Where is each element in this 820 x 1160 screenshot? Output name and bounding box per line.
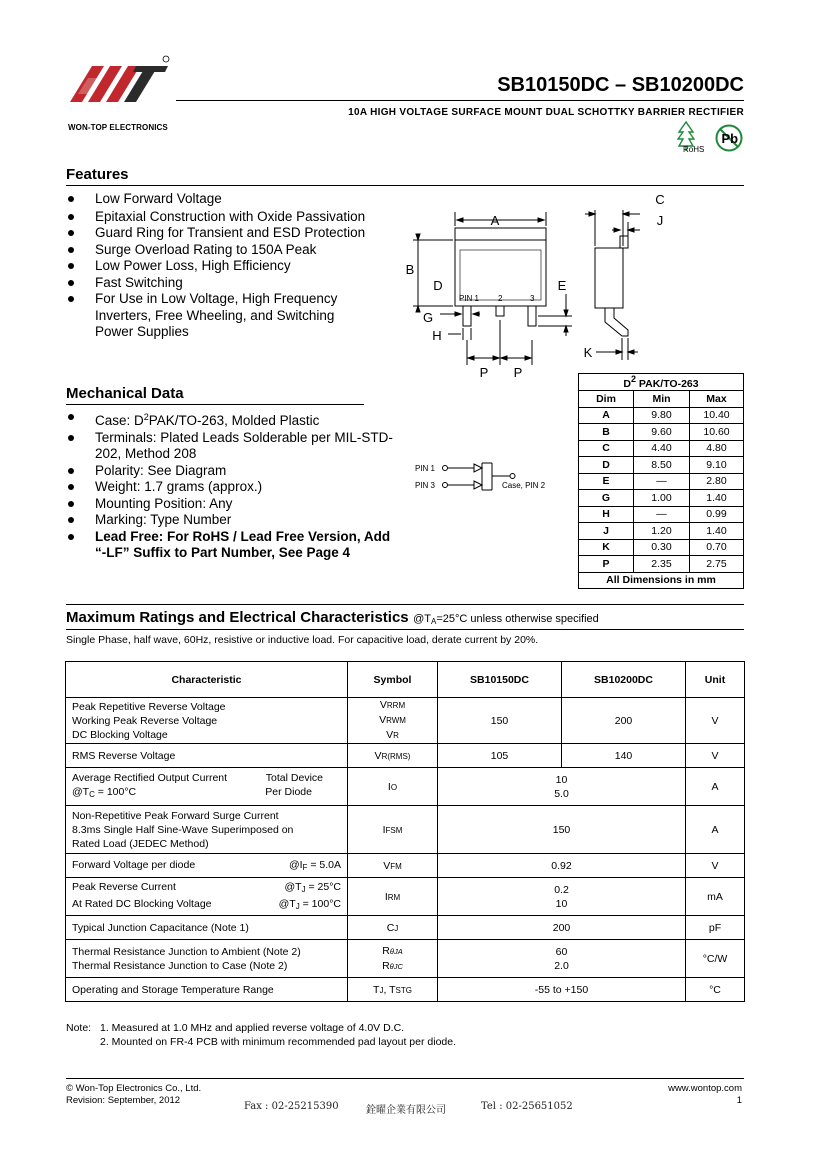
notes-label: Note:	[66, 1022, 92, 1034]
pb-label: Pb	[721, 131, 739, 146]
dim-label-e: E	[557, 278, 567, 293]
features-rule	[66, 185, 744, 186]
lead-free-note: Lead Free: For RoHS / Lead Free Version, Add “-LF” Suffix to Part Number, See Page 4	[66, 529, 401, 562]
col-header: Unit	[686, 662, 745, 698]
dim-label-d: D	[433, 278, 443, 293]
note-2: 2. Mounted on FR-4 PCB with minimum recommended pad layout per diode.	[100, 1036, 457, 1048]
dim-label-c: C	[655, 192, 665, 207]
table-row: Typical Junction Capacitance (Note 1) CJ 200 pF	[66, 916, 745, 940]
dim-label-b: B	[405, 262, 415, 277]
table-row: Average Rectified Output Current Total Device $@T_C = 100^\circ C$ Per Diode IO 10 5.0 A	[66, 768, 745, 806]
ratings-top-rule	[66, 604, 744, 605]
feature-item: Low Forward Voltage	[66, 191, 376, 208]
mechanical-list	[66, 409, 401, 562]
footer-tel: Tel : 02-25651052	[481, 1101, 573, 1112]
feature-item: Surge Overload Rating to 150A Peak	[66, 242, 376, 259]
dim-header: Max	[690, 391, 744, 408]
footer-revision: Revision: September, 2012	[66, 1095, 181, 1106]
rohs-label: RoHS	[683, 145, 705, 154]
mechanical-title: Mechanical Data	[66, 385, 184, 402]
table-row: B 9.60 10.60	[579, 424, 744, 441]
ratings-rule	[66, 629, 744, 630]
footer-company-cn: 銓曜企業有限公司	[366, 1105, 446, 1116]
rohs-icon	[676, 120, 708, 154]
dim-label-a: A	[490, 213, 500, 228]
dim-label-p1: P	[479, 365, 489, 380]
mechanical-item: Polarity: See Diagram	[66, 463, 401, 480]
ratings-heading	[66, 609, 599, 627]
schematic-pin3: PIN 3	[415, 481, 436, 490]
table-row: Thermal Resistance Junction to Ambient (Note 2) Thermal Resistance Junction to Case (Note 2) RθJA RθJC 60 2.0 °C/W	[66, 940, 745, 978]
pin2-label: 2	[498, 294, 503, 303]
ratings-table	[65, 661, 745, 1002]
dim-label-p2: P	[513, 365, 523, 380]
table-row: J 1.20 1.40	[579, 523, 744, 540]
ratings-condition: $@T_A=25^\circ C$ unless otherwise specified	[413, 613, 599, 626]
schematic-pin1: PIN 1	[415, 464, 436, 473]
page-title: SB10150DC – SB10200DC	[497, 74, 744, 96]
table-row: A 9.80 10.40	[579, 407, 744, 424]
footer-website[interactable]: www.wontop.com	[668, 1083, 742, 1094]
footer-copyright: © Won-Top Electronics Co., Ltd.	[66, 1083, 202, 1094]
mechanical-item: Mounting Position: Any	[66, 496, 401, 513]
feature-item: Guard Ring for Transient and ESD Protection	[66, 225, 376, 242]
table-row: H — 0.99	[579, 506, 744, 523]
title-rule	[176, 100, 744, 101]
package-outline-drawing	[400, 190, 680, 380]
table-row: D 8.50 9.10	[579, 457, 744, 474]
dim-label-k: K	[583, 345, 593, 360]
col-header: Characteristic	[66, 662, 348, 698]
col-header: SB10200DC	[562, 662, 686, 698]
features-title: Features	[66, 166, 129, 183]
table-row: Forward Voltage per diode $@I_F = 5.0A$ VFM 0.92 V	[66, 854, 745, 878]
col-header: SB10150DC	[438, 662, 562, 698]
mechanical-item: Terminals: Plated Leads Solderable per MIL-STD-202, Method 208	[66, 430, 401, 463]
table-row: C 4.40 4.80	[579, 440, 744, 457]
page-subtitle: 10A HIGH VOLTAGE SURFACE MOUNT DUAL SCHOTTKY BARRIER RECTIFIER	[348, 107, 744, 118]
table-row: Peak Reverse Current $@T_J = 25^\circ C$ At Rated DC Blocking Voltage $@T_J = 100^\circ C$ IRM 0.2 10 mA	[66, 878, 745, 916]
footer-fax: Fax : 02-25215390	[244, 1101, 339, 1112]
feature-item: For Use in Low Voltage, High Frequency Inverters, Free Wheeling, and Switching Power Supplies	[66, 291, 376, 341]
pb-free-icon	[714, 123, 744, 153]
dim-table-footer: All Dimensions in mm	[579, 572, 744, 589]
table-row: E — 2.80	[579, 473, 744, 490]
dim-label-g: G	[422, 310, 434, 325]
dimension-table	[578, 373, 744, 589]
mechanical-item: Case: $D^2PAK/TO-263$, Molded Plastic	[66, 409, 401, 430]
dim-label-j: J	[656, 213, 664, 228]
features-list	[66, 191, 376, 341]
col-header: Symbol	[348, 662, 438, 698]
dim-header: Dim	[579, 391, 634, 408]
pin3-label: 3	[530, 294, 535, 303]
pin1-label: PIN 1	[459, 294, 480, 303]
note-1: 1. Measured at 1.0 MHz and applied reverse voltage of 4.0V D.C.	[100, 1022, 405, 1034]
table-row: Operating and Storage Temperature Range TJ, TSTG -55 to +150 °C	[66, 978, 745, 1002]
polarity-schematic	[412, 458, 572, 498]
ratings-note-line: Single Phase, half wave, 60Hz, resistive or inductive load. For capacitive load, derate current by 20%.	[66, 634, 539, 646]
table-row: P 2.35 2.75	[579, 556, 744, 573]
feature-item: Fast Switching	[66, 275, 376, 292]
table-row: K 0.30 0.70	[579, 539, 744, 556]
company-name: WON-TOP ELECTRONICS	[68, 123, 168, 132]
dim-table-title: D2 PAK/TO-263	[579, 374, 744, 391]
table-row: Peak Repetitive Reverse Voltage Working Peak Reverse Voltage DC Blocking Voltage VRRM VRWM VR 150 200 V	[66, 698, 745, 744]
footer-rule	[66, 1078, 744, 1079]
table-row: RMS Reverse Voltage VR(RMS) 105 140 V	[66, 744, 745, 768]
ratings-title: Maximum Ratings and Electrical Characteristics	[66, 609, 409, 626]
dim-label-h: H	[432, 328, 442, 343]
mechanical-item: Weight: 1.7 grams (approx.)	[66, 479, 401, 496]
table-row: Non-Repetitive Peak Forward Surge Current 8.3ms Single Half Sine-Wave Superimposed on Rated Load (JEDEC Method) IFSM 150 A	[66, 806, 745, 854]
table-row: G 1.00 1.40	[579, 490, 744, 507]
mechanical-rule	[66, 404, 364, 405]
feature-item: Low Power Loss, High Efficiency	[66, 258, 376, 275]
feature-item: Epitaxial Construction with Oxide Passivation	[66, 209, 376, 226]
dim-header: Min	[634, 391, 690, 408]
mechanical-item: Marking: Type Number	[66, 512, 401, 529]
footer-page-number: 1	[736, 1095, 742, 1106]
company-logo	[70, 52, 170, 122]
schematic-case: Case, PIN 2	[502, 481, 546, 490]
